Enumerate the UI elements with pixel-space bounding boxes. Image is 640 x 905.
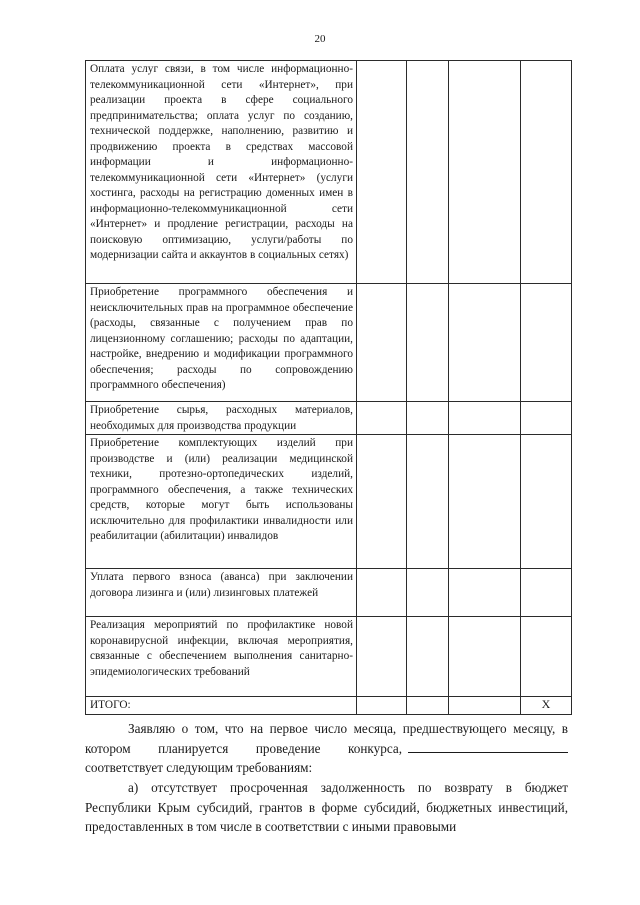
expense-description: Приобретение сырья, расходных материалов, необходимых для производства продукции (86, 402, 357, 435)
total-label: ИТОГО: (86, 697, 357, 715)
amount-cell (449, 697, 521, 715)
amount-cell (407, 435, 449, 569)
amount-cell (407, 284, 449, 402)
expense-table (85, 60, 572, 715)
amount-cell (407, 569, 449, 617)
amount-cell (357, 284, 407, 402)
declaration-text-end: соответствует следующим требованиям: (85, 760, 313, 775)
expense-description: Реализация мероприятий по профилактике новой коронавирусной инфекции, включая мероприятия, связанные с обеспечением выполнения санитарно-эпидемиологических требований (86, 617, 357, 697)
total-mark: X (521, 697, 572, 715)
amount-cell (449, 617, 521, 697)
amount-cell (449, 61, 521, 284)
amount-cell (449, 284, 521, 402)
expense-description: Приобретение комплектующих изделий при производстве и (или) реализации медицинской техники, протезно-ортопедических изделий, программного обеспечения, а также технических средств, которые могут быть использованы исключительно для профилактики инвалидности или реабилитации (абилитации) инвалидов (86, 435, 357, 569)
table-row (86, 284, 572, 402)
fill-in-blank (408, 740, 568, 753)
amount-cell (521, 569, 572, 617)
amount-cell (357, 569, 407, 617)
amount-cell (521, 435, 572, 569)
amount-cell (357, 697, 407, 715)
table-row (86, 569, 572, 617)
table-row (86, 61, 572, 284)
declaration-text: Заявляю о том, что на первое число месяца, предшествующего месяцу, в котором планируется проведение конкурса, (85, 721, 568, 756)
amount-cell (521, 284, 572, 402)
requirement-paragraph: а) отсутствует просроченная задолженность по возврату в бюджет Республики Крым субсидий, грантов в форме субсидий, бюджетных инвестиций, предоставленных в том числе в соответствии с иными правовыми (85, 780, 568, 834)
amount-cell (407, 617, 449, 697)
table-row (86, 402, 572, 435)
expense-description: Приобретение программного обеспечения и неисключительных прав на программное обеспечение (расходы, связанные с получением прав по лицензионному соглашению; расходы по адаптации, настройке, внедрению и модификации программного обеспечения; расходы по сопровождению программного обеспечения) (86, 284, 357, 402)
amount-cell (521, 61, 572, 284)
amount-cell (407, 402, 449, 435)
total-row (86, 697, 572, 715)
amount-cell (357, 435, 407, 569)
expense-description: Уплата первого взноса (аванса) при заключении договора лизинга и (или) лизинговых платежей (86, 569, 357, 617)
table-row (86, 617, 572, 697)
amount-cell (449, 569, 521, 617)
declaration-paragraph (85, 719, 568, 778)
amount-cell (449, 435, 521, 569)
amount-cell (357, 402, 407, 435)
amount-cell (357, 61, 407, 284)
table-row (86, 435, 572, 569)
amount-cell (521, 402, 572, 435)
amount-cell (357, 617, 407, 697)
amount-cell (407, 61, 449, 284)
amount-cell (521, 617, 572, 697)
amount-cell (449, 402, 521, 435)
page-number: 20 (314, 33, 326, 45)
amount-cell (407, 697, 449, 715)
expense-description: Оплата услуг связи, в том числе информационно-телекоммуникационной сети «Интернет», при реализации проекта в сфере социального предпринимательства; оплата услуг по созданию, технической поддержке, наполнению, развитию и продвижению проекта в средствах массовой информации и информационно-телекоммуникационной сети «Интернет» (услуги хостинга, расходы на регистрацию доменных имен в информационно-телекоммуникационной сети «Интернет» и продление регистрации, расходы на поисковую оптимизацию, услуги/работы по модернизации сайта и аккаунтов в социальных сетях) (86, 61, 357, 284)
